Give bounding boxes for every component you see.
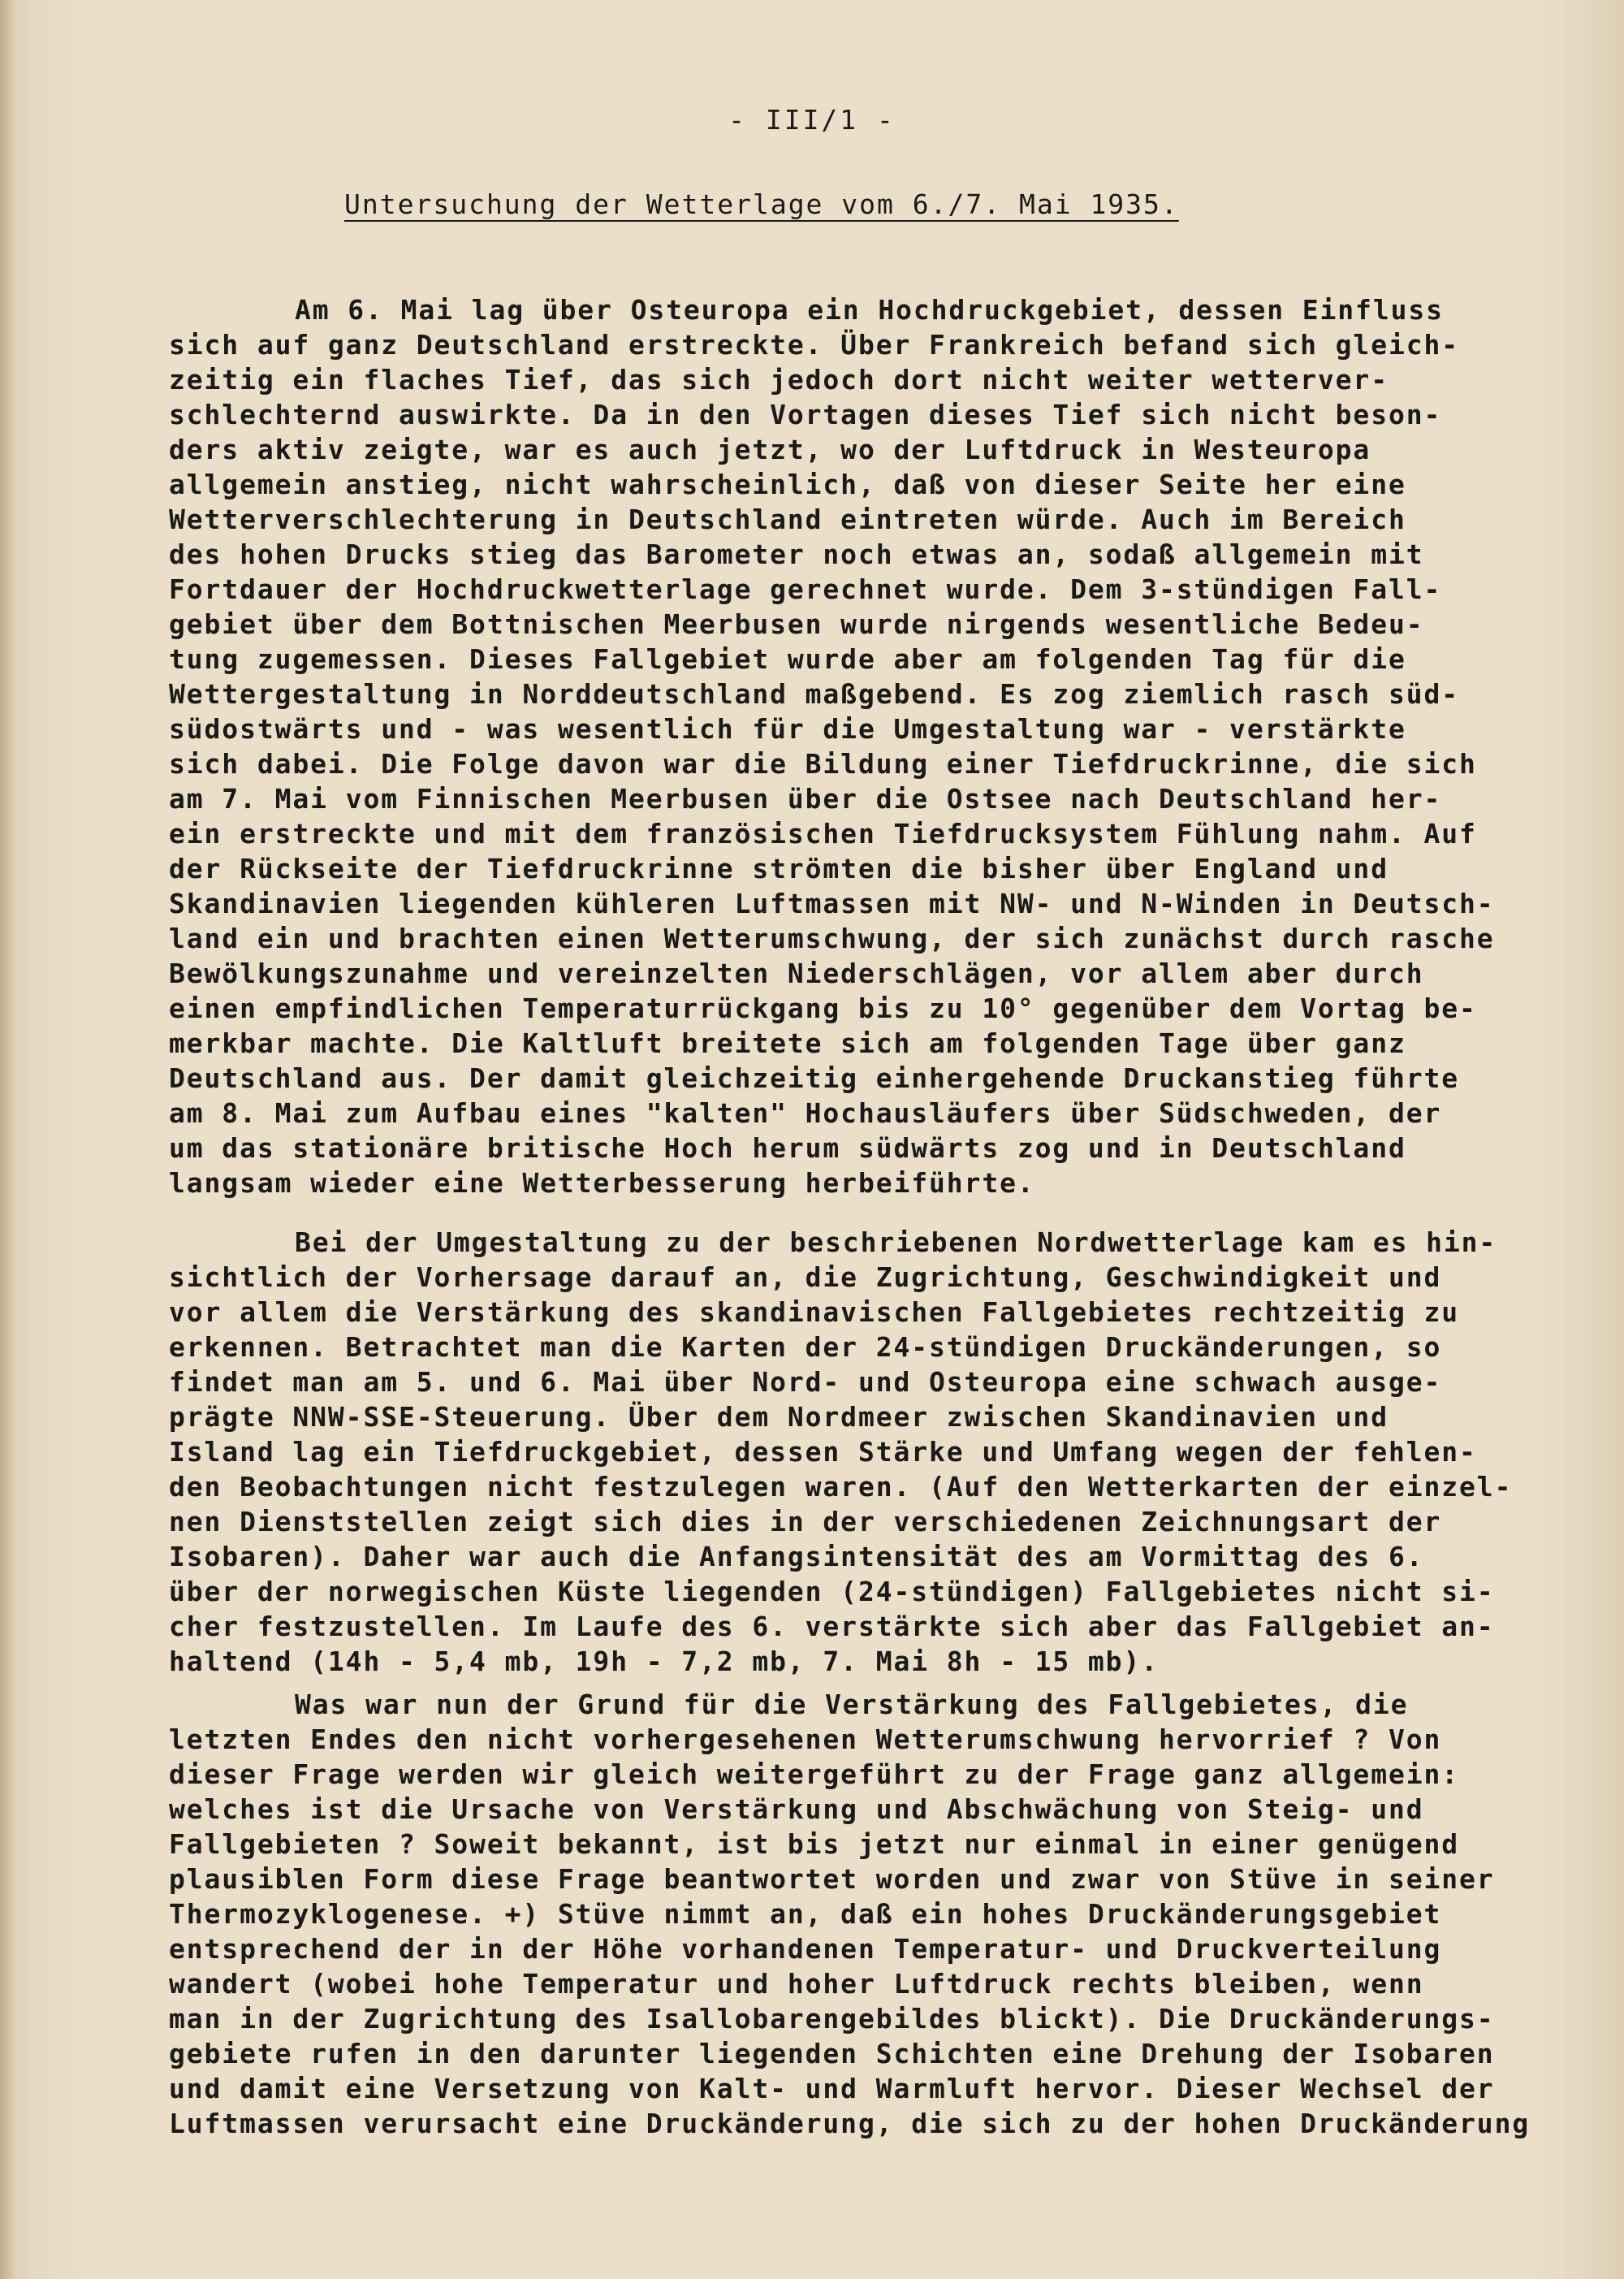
text-line: haltend (14h - 5,4 mb, 19h - 7,2 mb, 7. Mai 8h - 15 mb).: [169, 1645, 1159, 1677]
text-line: Fortdauer der Hochdruckwetterlage gerechnet wurde. Dem 3-stündigen Fall-: [169, 573, 1442, 605]
paragraph-1: [169, 292, 1622, 1200]
text-line: über der norwegischen Küste liegenden (24-stündigen) Fallgebietes nicht si-: [169, 1576, 1495, 1607]
text-line: welches ist die Ursache von Verstärkung und Abschwächung von Steig- und: [169, 1793, 1424, 1825]
text-line: sichtlich der Vorhersage darauf an, die Zugrichtung, Geschwindigkeit und: [169, 1261, 1442, 1293]
text-line: wandert (wobei hohe Temperatur und hoher Luftdruck rechts bleiben, wenn: [169, 1968, 1424, 2000]
page-edge-shadow: [0, 0, 15, 2279]
paragraph-2: [169, 1225, 1622, 1679]
text-line: zeitig ein flaches Tief, das sich jedoch dort nicht weiter wetterver-: [169, 364, 1389, 396]
text-line: der Rückseite der Tiefdruckrinne strömten die bisher über England und: [169, 853, 1389, 884]
page-number: - III/1 -: [728, 104, 896, 136]
text-line: Bei der Umgestaltung zu der beschriebenen Nordwetterlage kam es hin-: [295, 1226, 1497, 1258]
text-line: merkbar machte. Die Kaltluft breitete sich am folgenden Tage über ganz: [169, 1027, 1406, 1059]
text-line: allgemein anstieg, nicht wahrscheinlich, daß von dieser Seite her eine: [169, 469, 1406, 500]
text-line: Luftmassen verursacht eine Druckänderung, die sich zu der hohen Druckänderung: [169, 2108, 1531, 2139]
text-line: schlechternd auswirkte. Da in den Vortagen dieses Tief sich nicht beson-: [169, 399, 1442, 430]
text-line: langsam wieder eine Wetterbesserung herbeiführte.: [169, 1167, 1035, 1199]
document-title: Untersuchung der Wetterlage vom 6./7. Mai 1935.: [344, 188, 1179, 220]
text-line: nen Dienststellen zeigt sich dies in der verschiedenen Zeichnungsart der: [169, 1506, 1442, 1537]
text-line: land ein und brachten einen Wetterumschwung, der sich zunächst durch rasche: [169, 923, 1495, 954]
text-line: vor allem die Verstärkung des skandinavischen Fallgebietes rechtzeitig zu: [169, 1296, 1460, 1328]
text-line: südostwärts und - was wesentlich für die Umgestaltung war - verstärkte: [169, 713, 1406, 745]
text-line: ders aktiv zeigte, war es auch jetzt, wo der Luftdruck in Westeuropa: [169, 434, 1371, 465]
text-line: gebiet über dem Bottnischen Meerbusen wurde nirgends wesentliche Bedeu-: [169, 608, 1424, 640]
text-line: Wettergestaltung in Norddeutschland maßgebend. Es zog ziemlich rasch süd-: [169, 678, 1460, 710]
text-line: tung zugemessen. Dieses Fallgebiet wurde aber am folgenden Tag für die: [169, 643, 1406, 675]
text-line: prägte NNW-SSE-Steuerung. Über dem Nordmeer zwischen Skandinavien und: [169, 1401, 1389, 1433]
text-line: den Beobachtungen nicht festzulegen waren. (Auf den Wetterkarten der einzel-: [169, 1471, 1513, 1503]
text-line: ein erstreckte und mit dem französischen Tiefdrucksystem Fühlung nahm. Auf: [169, 818, 1477, 850]
text-line: plausiblen Form diese Frage beantwortet worden und zwar von Stüve in seiner: [169, 1863, 1495, 1895]
text-line: Deutschland aus. Der damit gleichzeitig einhergehende Druckanstieg führte: [169, 1062, 1460, 1094]
text-line: Skandinavien liegenden kühleren Luftmassen mit NW- und N-Winden in Deutsch-: [169, 888, 1495, 919]
text-line: um das stationäre britische Hoch herum südwärts zog und in Deutschland: [169, 1132, 1406, 1164]
text-line: am 7. Mai vom Finnischen Meerbusen über die Ostsee nach Deutschland her-: [169, 783, 1442, 815]
text-line: man in der Zugrichtung des Isallobarengebildes blickt). Die Druckänderungs-: [169, 2003, 1495, 2035]
text-line: einen empfindlichen Temperaturrückgang bis zu 10° gegenüber dem Vortag be-: [169, 992, 1477, 1024]
text-line: Bewölkungszunahme und vereinzelten Niederschlägen, vor allem aber durch: [169, 958, 1424, 989]
text-line: Thermozyklogenese. +) Stüve nimmt an, daß ein hohes Druckänderungsgebiet: [169, 1898, 1442, 1930]
text-line: des hohen Drucks stieg das Barometer noch etwas an, sodaß allgemein mit: [169, 538, 1424, 570]
paragraph-3: [169, 1687, 1622, 2141]
text-line: Isobaren). Daher war auch die Anfangsintensität des am Vormittag des 6.: [169, 1541, 1424, 1572]
text-line: entsprechend der in der Höhe vorhandenen Temperatur- und Druckverteilung: [169, 1933, 1442, 1965]
text-line: und damit eine Versetzung von Kalt- und Warmluft hervor. Dieser Wechsel der: [169, 2073, 1495, 2104]
text-line: findet man am 5. und 6. Mai über Nord- und Osteuropa eine schwach ausge-: [169, 1366, 1442, 1398]
text-line: Was war nun der Grund für die Verstärkung des Fallgebietes, die: [295, 1689, 1409, 1720]
text-line: cher festzustellen. Im Laufe des 6. verstärkte sich aber das Fallgebiet an-: [169, 1611, 1495, 1642]
text-line: Fallgebieten ? Soweit bekannt, ist bis jetzt nur einmal in einer genügend: [169, 1828, 1460, 1860]
text-line: am 8. Mai zum Aufbau eines "kalten" Hochausläufers über Südschweden, der: [169, 1097, 1442, 1129]
text-line: Am 6. Mai lag über Osteuropa ein Hochdruckgebiet, dessen Einfluss: [295, 294, 1444, 326]
text-line: Wetterverschlechterung in Deutschland eintreten würde. Auch im Bereich: [169, 504, 1406, 535]
text-line: Island lag ein Tiefdruckgebiet, dessen Stärke und Umfang wegen der fehlen-: [169, 1436, 1477, 1468]
text-line: dieser Frage werden wir gleich weitergeführt zu der Frage ganz allgemein:: [169, 1758, 1460, 1790]
text-line: sich auf ganz Deutschland erstreckte. Über Frankreich befand sich gleich-: [169, 329, 1460, 361]
text-line: erkennen. Betrachtet man die Karten der 24-stündigen Druckänderungen, so: [169, 1331, 1442, 1363]
text-line: letzten Endes den nicht vorhergesehenen Wetterumschwung hervorrief ? Von: [169, 1723, 1442, 1755]
text-line: gebiete rufen in den darunter liegenden Schichten eine Drehung der Isobaren: [169, 2038, 1495, 2069]
text-line: sich dabei. Die Folge davon war die Bildung einer Tiefdruckrinne, die sich: [169, 748, 1477, 780]
